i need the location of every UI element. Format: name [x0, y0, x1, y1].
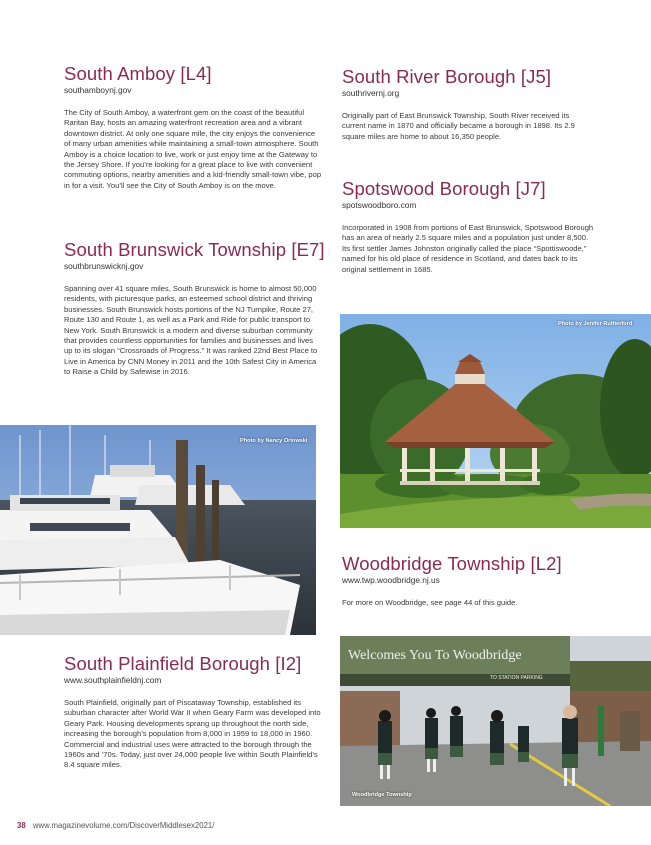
south-plainfield-section — [64, 653, 322, 771]
south-plainfield-link[interactable]: www.southplainfieldnj.com — [64, 675, 162, 685]
south-river-section — [342, 66, 594, 142]
woodbridge-section — [342, 553, 594, 608]
gazebo-photo — [340, 314, 651, 528]
spotswood-heading: Spotswood Borough [J7] — [342, 178, 546, 199]
station-parking-sign: TO STATION PARKING — [490, 675, 543, 681]
gazebo-image — [340, 314, 651, 528]
woodbridge-link[interactable]: www.twp.woodbridge.nj.us — [342, 575, 440, 585]
south-brunswick-section — [64, 239, 325, 378]
south-plainfield-text: South Plainfield, originally part of Piscataway Township, established its suburban character after World War II when Geary Farm was developed into Geary Park. Housing developments sprang up throughout the north side, increasing the borough’s population from 8,000 in 1959 to 18,000 in 1960. Commercial and industrial uses were attracted to the borough through the 1960s and ’70s. Today, just over 24,000 people live within South Plainfield’s 8.4 square miles. — [64, 698, 321, 770]
spotswood-link[interactable]: spotswoodboro.com — [342, 200, 417, 210]
woodbridge-text: For more on Woodbridge, see page 44 of this guide. — [342, 598, 518, 607]
woodbridge-heading: Woodbridge Township [L2] — [342, 553, 562, 574]
south-brunswick-link[interactable]: southbrunswicknj.gov — [64, 261, 144, 271]
gazebo-photo-credit: Photo by Jenifer Rutherford — [558, 321, 633, 327]
south-plainfield-heading: South Plainfield Borough [I2] — [64, 653, 302, 674]
parade-photo — [340, 636, 651, 806]
south-brunswick-text: Spanning over 41 square miles, South Brunswick is home to almost 50,000 residents, with picturesque parks, an esteemed school district and thriving businesses. South Brunswick hosts portions of the NJ Turnpike, Route 27, Route 130 and Route 1, as well as a Park and Ride for public transport to New York. South Brunswick is a modern and diverse suburban community that provides countless opportunities for families and businesses and lives up to its slogan “Crossroads of Progress.” It was ranked 22nd Best Place to Live in America by CNN Money in 2011 and the 10th Safest City in America to Raise a Child by Safewise in 2016. — [64, 284, 318, 377]
south-amboy-heading: South Amboy [L4] — [64, 63, 212, 84]
south-river-link[interactable]: southrivernj.org — [342, 88, 400, 98]
boats-photo-credit: Photo by Nancy Orlowski — [240, 438, 308, 444]
footer-url[interactable]: www.magazinevolume.com/DiscoverMiddlesex2021/ — [32, 821, 215, 830]
page-footer — [17, 821, 214, 830]
south-amboy-link[interactable]: southamboynj.gov — [64, 85, 132, 95]
parade-banner-text: Welcomes You To Woodbridge — [348, 648, 522, 663]
spotswood-section — [342, 178, 594, 275]
page-number: 38 — [17, 821, 26, 830]
south-amboy-text: The City of South Amboy, a waterfront gem on the coast of the beautiful Raritan Bay, hosts an amazing waterfront recreation area and a vibrant downtown district. At only one square mile, the city enjoys the convenience of many urban amenities while maintaining a small-town atmosphere. South Amboy is a choice location to live, work or just enjoy time at the Gateway to the Jersey Shore. If you’re looking for a great place to live with convenient commuting options, nearby amenities and a kid-friendly small-town vibe, pop in for a visit. You’ll see the City of South Amboy is on the move. — [64, 108, 322, 190]
south-river-heading: South River Borough [J5] — [342, 66, 552, 87]
south-river-text: Originally part of East Brunswick Township, South River received its current name in 1870 and officially became a borough in 1898. Its 2.9 square miles are home to about 16,350 people. — [342, 111, 575, 141]
south-brunswick-heading: South Brunswick Township [E7] — [64, 239, 325, 260]
spotswood-text: Incorporated in 1908 from portions of East Brunswick, Spotswood Borough has an area of nearly 2.5 square miles and a population just under 8,500. Its first settler James Johnston originally called the place “Spottiswoode,” named for his old place of residence in Scotland, and dates back to its original settlement in 1685. — [342, 223, 594, 274]
parade-photo-credit: Woodbridge Township — [352, 792, 412, 798]
south-amboy-section — [64, 63, 322, 191]
boats-photo — [0, 425, 316, 635]
marina-boats-image — [0, 425, 316, 635]
